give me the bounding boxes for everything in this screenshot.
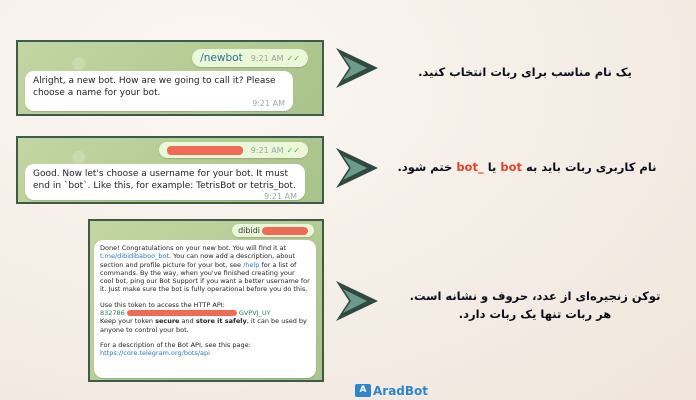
logo-mark-icon: A xyxy=(355,384,371,397)
chat-screenshot-username xyxy=(16,136,324,204)
caption-text: ختم شود. xyxy=(397,160,453,174)
token-end: GVPVJ_UY xyxy=(238,309,271,318)
arrow-right-icon xyxy=(332,45,382,91)
redacted-name xyxy=(167,146,243,155)
caption-line: توکن زنجیره‌ای از عدد، حروف و نشانه است. xyxy=(409,289,661,303)
token-start: 832786 xyxy=(100,309,125,318)
reply-paragraph-3 xyxy=(100,317,310,334)
reply-text: . You can now add a description, about section and profile picture for your bot, see xyxy=(100,252,296,269)
aradbot-logo xyxy=(355,383,428,398)
bot-reply-name xyxy=(25,71,293,111)
redacted-token xyxy=(127,310,237,316)
outgoing-message-newbot xyxy=(192,49,308,67)
help-command-link[interactable]: /help xyxy=(243,260,260,269)
reply-text: and xyxy=(181,317,194,326)
reply-text: Good. Now let's choose a username for your bot. It must end in `bot`. Like this, for example: TetrisBot or tetris_bot. xyxy=(33,169,296,191)
outgoing-message-botname xyxy=(159,142,308,158)
outgoing-text: dibidi xyxy=(238,226,260,235)
message-time: 9:21 AM xyxy=(250,54,284,63)
reply-paragraph-2: Use this token to access the HTTP API: xyxy=(100,300,225,309)
reply-bold: secure xyxy=(155,317,180,326)
reply-bold: store it safely xyxy=(195,317,247,326)
outgoing-message-username xyxy=(232,224,314,237)
bot-api-link[interactable]: https://core.telegram.org/bots/api xyxy=(100,349,210,358)
bot-link[interactable]: t.me/dibidibaboo_bot xyxy=(100,252,170,261)
reply-text: Alright, a new bot. How are we going to call it? Please choose a name for your bot. xyxy=(33,76,276,98)
message-time: 9:21 AM xyxy=(250,146,284,155)
caption-highlight: bot xyxy=(500,160,523,174)
reply-time: 9:21 AM xyxy=(252,99,285,108)
caption-line: هر ربات تنها یک ربات دارد. xyxy=(458,307,612,321)
read-ticks-icon: ✓✓ xyxy=(286,54,300,63)
caption-step-2 xyxy=(372,158,682,176)
arrow-right-icon xyxy=(332,278,382,324)
reply-paragraph-4: For a description of the Bot API, see this page: xyxy=(100,340,251,349)
chat-screenshot-newbot xyxy=(16,40,324,116)
logo-text: AradBot xyxy=(373,383,429,398)
reply-paragraph-1 xyxy=(100,244,310,294)
caption-text: نام کاربری ربات باید به xyxy=(526,160,657,174)
reply-text: for a list of commands. By the way, when you've finished creating your cool bot, ping our Bot Support if you want a better username for it. Just make sure the bot is fully operational before you do this. xyxy=(100,260,310,294)
bot-reply-token xyxy=(94,240,316,378)
caption-step-3 xyxy=(390,287,680,323)
bot-reply-username xyxy=(25,164,305,200)
token-line xyxy=(100,309,310,317)
read-ticks-icon: ✓✓ xyxy=(286,146,300,155)
reply-text: Keep your token xyxy=(100,317,153,326)
caption-highlight: _bot xyxy=(456,160,484,174)
outgoing-text: /newbot xyxy=(200,52,243,64)
reply-text: Done! Congratulations on your new bot. You will find it at xyxy=(100,244,287,252)
caption-text: یا xyxy=(487,160,497,174)
caption-step-1: یک نام مناسب برای ربات انتخاب کنید. xyxy=(418,65,632,79)
reply-time: 9:21 AM xyxy=(264,192,297,201)
chat-screenshot-token xyxy=(88,219,324,382)
reply-text: , it can be used by anyone to control your bot. xyxy=(100,317,307,334)
redacted-username xyxy=(262,227,308,235)
